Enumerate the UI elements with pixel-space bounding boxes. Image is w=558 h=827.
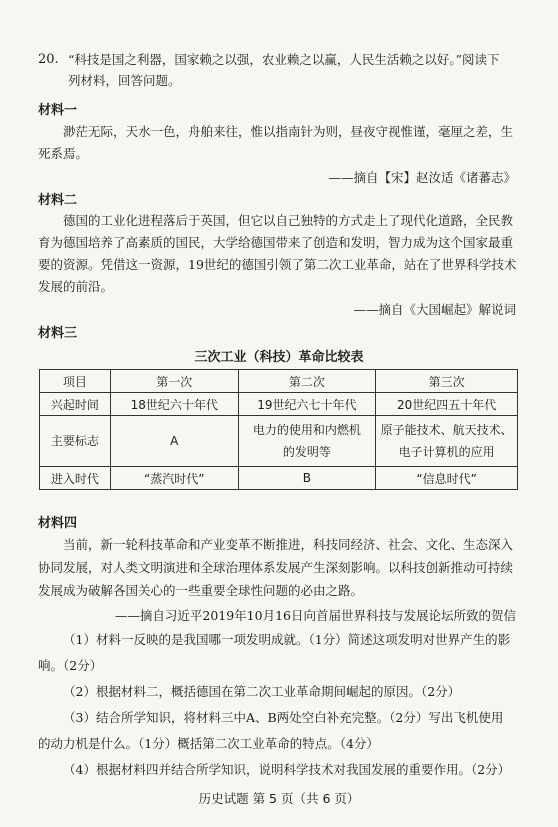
row-era-third: “信息时代” bbox=[376, 467, 518, 490]
table-row-sign bbox=[40, 416, 518, 467]
row-time-second: 19世纪六七十年代 bbox=[238, 393, 376, 416]
row-time-label: 兴起时间 bbox=[40, 393, 111, 416]
material1-heading: 材料一 bbox=[38, 103, 78, 118]
row-sign-second-line1: 电力的使用和内燃机 bbox=[252, 423, 361, 437]
table-row-time bbox=[40, 393, 518, 416]
material2-line1: 德国的工业化进程落后于英国，但它以自己独特的方式走上了现代化道路，全民教 bbox=[63, 213, 514, 228]
header-first: 第一次 bbox=[110, 370, 238, 393]
sub-question-1-line1: （1）材料一反映的是我国哪一项发明成就。（1分）简述这项发明对世界产生的影 bbox=[63, 632, 511, 647]
sub-question-4: （4）根据材料四并结合所学知识，说明科学技术对我国发展的重要作用。（2分） bbox=[63, 762, 511, 777]
header-item: 项目 bbox=[40, 370, 111, 393]
question-stem-line2: 列材料，回答问题。 bbox=[68, 73, 181, 88]
question-stem-line1: “科技是国之利器，国家赖之以强，农业赖之以赢，人民生活赖之以好。”阅读下 bbox=[68, 52, 500, 67]
row-sign-third bbox=[376, 416, 518, 467]
question-number: 20. bbox=[38, 52, 59, 67]
table-header-row bbox=[40, 370, 518, 393]
page-footer: 历史试题 第 5 页（共 6 页） bbox=[198, 791, 360, 806]
row-time-first: 18世纪六十年代 bbox=[110, 393, 238, 416]
material2-line4: 发展的前沿。 bbox=[38, 279, 114, 294]
row-sign-label: 主要标志 bbox=[40, 416, 111, 467]
row-time-third: 20世纪四五十年代 bbox=[376, 393, 518, 416]
material4-line3: 发展成为破解各国关心的一些重要全球性问题的必由之路。 bbox=[38, 583, 364, 598]
material2-line3: 要的资源。凭借这一资源，19世纪的德国引领了第二次工业革命，站在了世界科学技术 bbox=[38, 257, 517, 272]
material2-heading: 材料二 bbox=[38, 193, 78, 208]
material4-source: ——摘自习近平2019年10月16日向首届世界科技与发展论坛所致的贺信 bbox=[114, 608, 516, 623]
sub-question-3-line1: （3）结合所学知识，将材料三中A、B两处空白补充完整。（2分）写出飞机使用 bbox=[63, 710, 504, 725]
header-third: 第三次 bbox=[376, 370, 518, 393]
material4-line1: 当前，新一轮科技革命和产业变革不断推进，科技同经济、社会、文化、生态深入 bbox=[63, 537, 514, 552]
row-era-first: “蒸汽时代” bbox=[110, 467, 238, 490]
revolution-comparison-table bbox=[39, 369, 518, 490]
material4-heading: 材料四 bbox=[38, 516, 78, 531]
row-era-label: 进入时代 bbox=[40, 467, 111, 490]
sub-question-1-line2: 响。（2分） bbox=[38, 658, 103, 673]
material3-heading: 材料三 bbox=[38, 326, 78, 341]
material2-line2: 育为德国培养了高素质的国民，大学给德国带来了创造和发明，智力成为这个国家最重 bbox=[38, 235, 514, 250]
row-sign-third-line1: 原子能技术、航天技术、 bbox=[380, 423, 513, 437]
material2-source: ——摘自《大国崛起》解说词 bbox=[353, 302, 516, 317]
material1-line1: 渺茫无际，天水一色，舟舶来往，惟以指南针为则，昼夜守视惟谨，毫厘之差，生 bbox=[63, 124, 514, 139]
row-sign-second-line2: 的发明等 bbox=[282, 445, 331, 459]
row-sign-second bbox=[238, 416, 376, 467]
sub-question-2: （2）根据材料二，概括德国在第二次工业革命期间崛起的原因。（2分） bbox=[63, 684, 461, 699]
row-sign-third-line2: 电子计算机的应用 bbox=[398, 445, 495, 459]
sub-question-3-line2: 的动力机是什么。（1分）概括第二次工业革命的特点。（4分） bbox=[38, 736, 379, 751]
header-second: 第二次 bbox=[238, 370, 376, 393]
row-era-second: B bbox=[238, 467, 376, 490]
comparison-table-title: 三次工业（科技）革命比较表 bbox=[194, 350, 364, 365]
material1-source: ——摘自【宋】赵汝适《诸蕃志》 bbox=[328, 170, 516, 185]
table-row-era bbox=[40, 467, 518, 490]
material1-line2: 死系焉。 bbox=[38, 146, 89, 161]
row-sign-first: A bbox=[110, 416, 238, 467]
material4-line2: 协同发展，对人类文明演进和全球治理体系发展产生深刻影响。以科技创新推动可持续 bbox=[38, 560, 514, 575]
